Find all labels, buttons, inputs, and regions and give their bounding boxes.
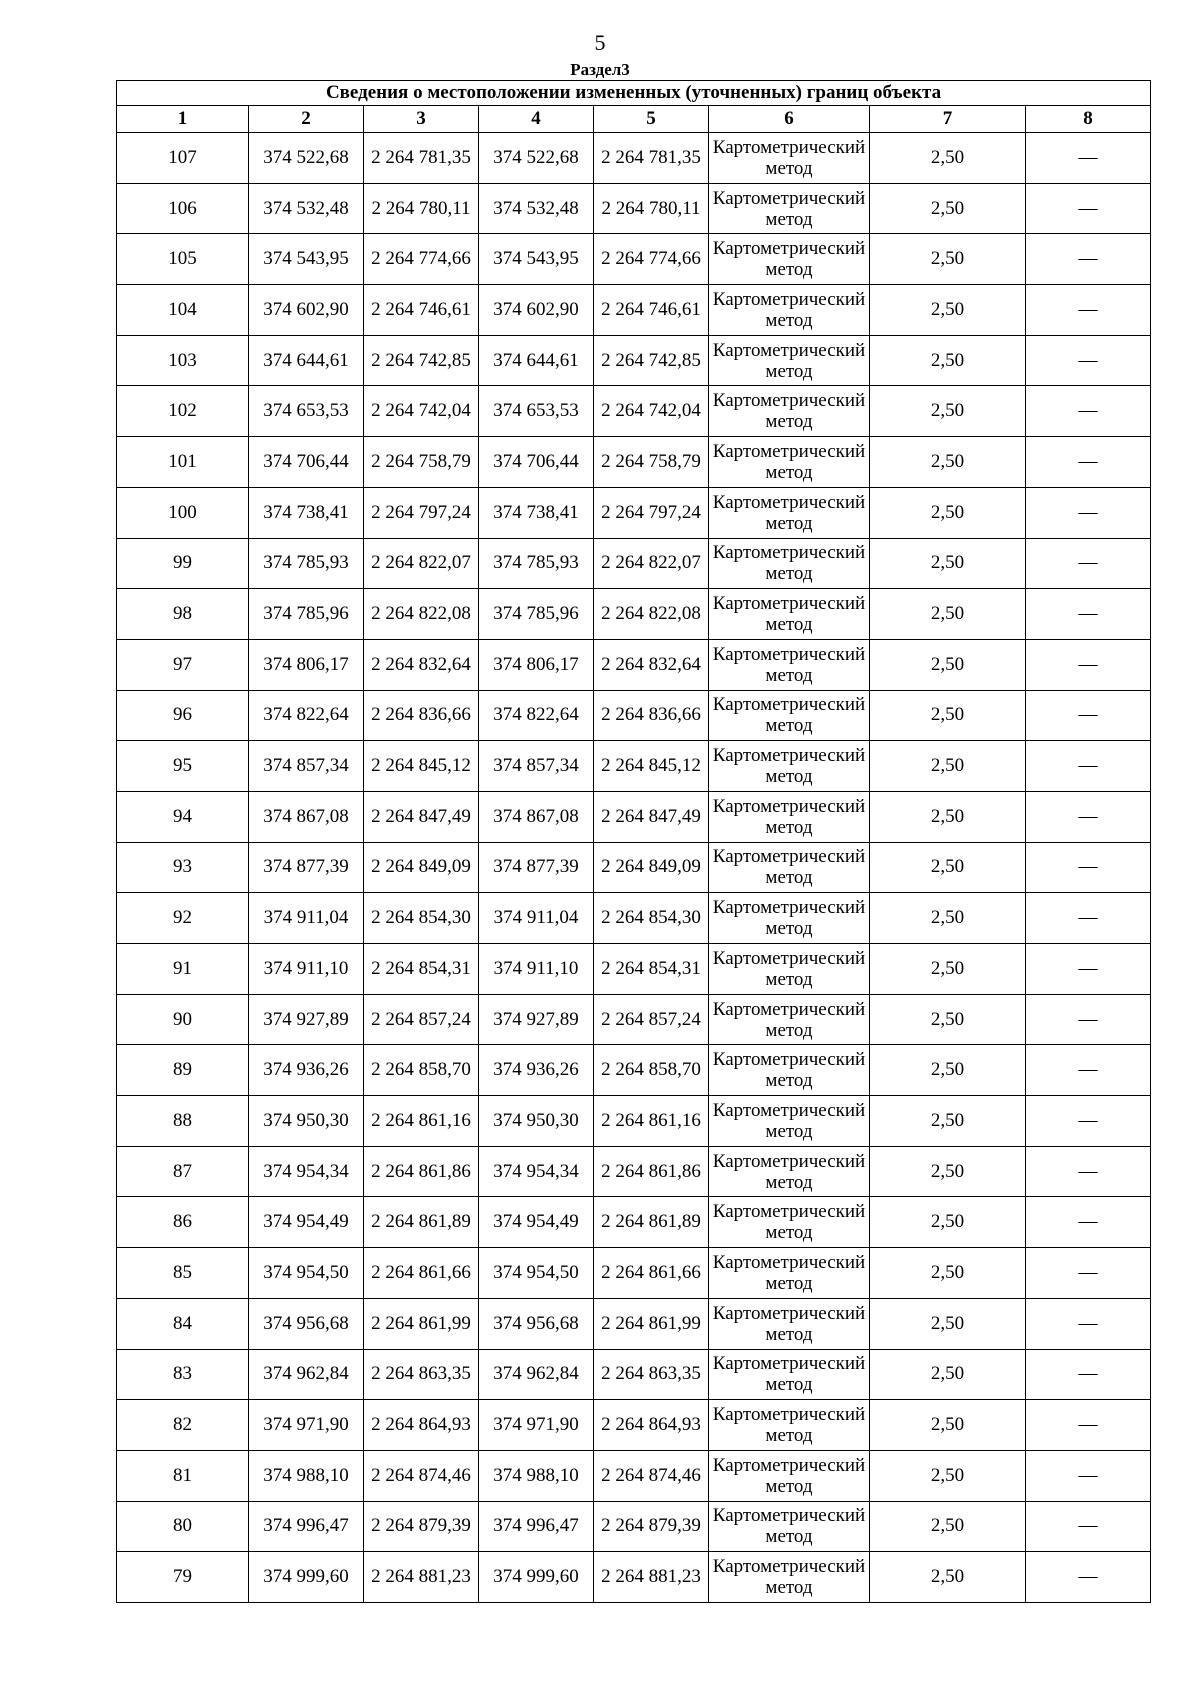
method-cell: Картометрический метод xyxy=(709,1045,870,1096)
accuracy-cell: 2,50 xyxy=(870,133,1026,184)
table-row xyxy=(117,1450,1151,1501)
method-cell: Картометрический метод xyxy=(709,487,870,538)
description-cell: — xyxy=(1026,741,1151,792)
table-row xyxy=(117,1349,1151,1400)
x-old-cell: 374 532,48 xyxy=(249,183,364,234)
table-row xyxy=(117,487,1151,538)
column-number: 2 xyxy=(249,106,364,133)
y-new-cell: 2 264 861,99 xyxy=(594,1298,709,1349)
x-old-cell: 374 911,10 xyxy=(249,944,364,995)
x-new-cell: 374 822,64 xyxy=(479,690,594,741)
y-old-cell: 2 264 822,08 xyxy=(364,589,479,640)
table-row xyxy=(117,1552,1151,1603)
point-number-cell: 105 xyxy=(117,234,249,285)
table-row xyxy=(117,437,1151,488)
description-cell: — xyxy=(1026,791,1151,842)
y-new-cell: 2 264 864,93 xyxy=(594,1400,709,1451)
page-number: 5 xyxy=(594,30,606,55)
method-cell: Картометрический метод xyxy=(709,1450,870,1501)
description-cell: — xyxy=(1026,639,1151,690)
column-number: 5 xyxy=(594,106,709,133)
y-new-cell: 2 264 758,79 xyxy=(594,437,709,488)
y-new-cell: 2 264 863,35 xyxy=(594,1349,709,1400)
y-new-cell: 2 264 822,08 xyxy=(594,589,709,640)
column-number: 8 xyxy=(1026,106,1151,133)
point-number-cell: 81 xyxy=(117,1450,249,1501)
x-old-cell: 374 936,26 xyxy=(249,1045,364,1096)
accuracy-cell: 2,50 xyxy=(870,1400,1026,1451)
x-old-cell: 374 522,68 xyxy=(249,133,364,184)
accuracy-cell: 2,50 xyxy=(870,1501,1026,1552)
point-number-cell: 93 xyxy=(117,842,249,893)
x-new-cell: 374 857,34 xyxy=(479,741,594,792)
y-old-cell: 2 264 861,16 xyxy=(364,1096,479,1147)
accuracy-cell: 2,50 xyxy=(870,386,1026,437)
method-cell: Картометрический метод xyxy=(709,791,870,842)
description-cell: — xyxy=(1026,183,1151,234)
accuracy-cell: 2,50 xyxy=(870,1552,1026,1603)
column-number-row xyxy=(117,106,1151,133)
x-new-cell: 374 996,47 xyxy=(479,1501,594,1552)
x-old-cell: 374 954,49 xyxy=(249,1197,364,1248)
x-old-cell: 374 785,96 xyxy=(249,589,364,640)
point-number-cell: 95 xyxy=(117,741,249,792)
point-number-cell: 85 xyxy=(117,1248,249,1299)
accuracy-cell: 2,50 xyxy=(870,944,1026,995)
accuracy-cell: 2,50 xyxy=(870,994,1026,1045)
accuracy-cell: 2,50 xyxy=(870,893,1026,944)
y-old-cell: 2 264 854,31 xyxy=(364,944,479,995)
method-cell: Картометрический метод xyxy=(709,335,870,386)
y-old-cell: 2 264 836,66 xyxy=(364,690,479,741)
y-old-cell: 2 264 864,93 xyxy=(364,1400,479,1451)
x-new-cell: 374 954,34 xyxy=(479,1146,594,1197)
x-old-cell: 374 927,89 xyxy=(249,994,364,1045)
point-number-cell: 102 xyxy=(117,386,249,437)
y-old-cell: 2 264 742,04 xyxy=(364,386,479,437)
point-number-cell: 83 xyxy=(117,1349,249,1400)
accuracy-cell: 2,50 xyxy=(870,1146,1026,1197)
table-row xyxy=(117,285,1151,336)
y-old-cell: 2 264 781,35 xyxy=(364,133,479,184)
x-old-cell: 374 706,44 xyxy=(249,437,364,488)
method-cell: Картометрический метод xyxy=(709,1096,870,1147)
table-row xyxy=(117,1146,1151,1197)
description-cell: — xyxy=(1026,1298,1151,1349)
y-old-cell: 2 264 863,35 xyxy=(364,1349,479,1400)
column-number: 4 xyxy=(479,106,594,133)
x-new-cell: 374 936,26 xyxy=(479,1045,594,1096)
accuracy-cell: 2,50 xyxy=(870,1248,1026,1299)
method-cell: Картометрический метод xyxy=(709,639,870,690)
x-new-cell: 374 971,90 xyxy=(479,1400,594,1451)
method-cell: Картометрический метод xyxy=(709,1501,870,1552)
accuracy-cell: 2,50 xyxy=(870,842,1026,893)
table-row xyxy=(117,1045,1151,1096)
method-cell: Картометрический метод xyxy=(709,234,870,285)
x-old-cell: 374 950,30 xyxy=(249,1096,364,1147)
point-number-cell: 79 xyxy=(117,1552,249,1603)
accuracy-cell: 2,50 xyxy=(870,234,1026,285)
description-cell: — xyxy=(1026,1197,1151,1248)
table-row xyxy=(117,183,1151,234)
x-old-cell: 374 806,17 xyxy=(249,639,364,690)
y-old-cell: 2 264 797,24 xyxy=(364,487,479,538)
y-new-cell: 2 264 774,66 xyxy=(594,234,709,285)
y-new-cell: 2 264 874,46 xyxy=(594,1450,709,1501)
x-old-cell: 374 738,41 xyxy=(249,487,364,538)
y-old-cell: 2 264 874,46 xyxy=(364,1450,479,1501)
y-new-cell: 2 264 746,61 xyxy=(594,285,709,336)
x-new-cell: 374 806,17 xyxy=(479,639,594,690)
x-new-cell: 374 602,90 xyxy=(479,285,594,336)
y-new-cell: 2 264 857,24 xyxy=(594,994,709,1045)
accuracy-cell: 2,50 xyxy=(870,1450,1026,1501)
accuracy-cell: 2,50 xyxy=(870,1349,1026,1400)
y-old-cell: 2 264 879,39 xyxy=(364,1501,479,1552)
y-old-cell: 2 264 861,89 xyxy=(364,1197,479,1248)
accuracy-cell: 2,50 xyxy=(870,1197,1026,1248)
method-cell: Картометрический метод xyxy=(709,690,870,741)
table-row xyxy=(117,690,1151,741)
point-number-cell: 86 xyxy=(117,1197,249,1248)
x-new-cell: 374 543,95 xyxy=(479,234,594,285)
x-new-cell: 374 999,60 xyxy=(479,1552,594,1603)
point-number-cell: 92 xyxy=(117,893,249,944)
accuracy-cell: 2,50 xyxy=(870,791,1026,842)
point-number-cell: 96 xyxy=(117,690,249,741)
y-old-cell: 2 264 774,66 xyxy=(364,234,479,285)
description-cell: — xyxy=(1026,285,1151,336)
description-cell: — xyxy=(1026,1045,1151,1096)
x-new-cell: 374 927,89 xyxy=(479,994,594,1045)
description-cell: — xyxy=(1026,437,1151,488)
section-title: Раздел3 xyxy=(570,60,630,79)
accuracy-cell: 2,50 xyxy=(870,639,1026,690)
x-new-cell: 374 954,49 xyxy=(479,1197,594,1248)
method-cell: Картометрический метод xyxy=(709,1197,870,1248)
x-new-cell: 374 911,10 xyxy=(479,944,594,995)
x-old-cell: 374 996,47 xyxy=(249,1501,364,1552)
description-cell: — xyxy=(1026,842,1151,893)
y-old-cell: 2 264 849,09 xyxy=(364,842,479,893)
point-number-cell: 98 xyxy=(117,589,249,640)
point-number-cell: 88 xyxy=(117,1096,249,1147)
x-old-cell: 374 644,61 xyxy=(249,335,364,386)
table-row xyxy=(117,842,1151,893)
y-old-cell: 2 264 857,24 xyxy=(364,994,479,1045)
x-old-cell: 374 653,53 xyxy=(249,386,364,437)
method-cell: Картометрический метод xyxy=(709,1146,870,1197)
table-row xyxy=(117,1501,1151,1552)
accuracy-cell: 2,50 xyxy=(870,1045,1026,1096)
x-new-cell: 374 962,84 xyxy=(479,1349,594,1400)
x-old-cell: 374 911,04 xyxy=(249,893,364,944)
point-number-cell: 104 xyxy=(117,285,249,336)
method-cell: Картометрический метод xyxy=(709,842,870,893)
table-row xyxy=(117,944,1151,995)
y-old-cell: 2 264 861,86 xyxy=(364,1146,479,1197)
y-old-cell: 2 264 854,30 xyxy=(364,893,479,944)
y-new-cell: 2 264 879,39 xyxy=(594,1501,709,1552)
column-number: 6 xyxy=(709,106,870,133)
boundary-coordinates-table xyxy=(116,80,1151,1603)
table-row xyxy=(117,893,1151,944)
accuracy-cell: 2,50 xyxy=(870,538,1026,589)
description-cell: — xyxy=(1026,1501,1151,1552)
y-new-cell: 2 264 881,23 xyxy=(594,1552,709,1603)
accuracy-cell: 2,50 xyxy=(870,589,1026,640)
method-cell: Картометрический метод xyxy=(709,1349,870,1400)
y-old-cell: 2 264 758,79 xyxy=(364,437,479,488)
x-new-cell: 374 785,96 xyxy=(479,589,594,640)
x-new-cell: 374 522,68 xyxy=(479,133,594,184)
y-old-cell: 2 264 858,70 xyxy=(364,1045,479,1096)
column-number: 1 xyxy=(117,106,249,133)
method-cell: Картометрический метод xyxy=(709,1552,870,1603)
method-cell: Картометрический метод xyxy=(709,183,870,234)
x-old-cell: 374 954,34 xyxy=(249,1146,364,1197)
y-new-cell: 2 264 847,49 xyxy=(594,791,709,842)
method-cell: Картометрический метод xyxy=(709,133,870,184)
x-old-cell: 374 602,90 xyxy=(249,285,364,336)
y-new-cell: 2 264 742,85 xyxy=(594,335,709,386)
x-old-cell: 374 877,39 xyxy=(249,842,364,893)
description-cell: — xyxy=(1026,690,1151,741)
method-cell: Картометрический метод xyxy=(709,285,870,336)
point-number-cell: 82 xyxy=(117,1400,249,1451)
accuracy-cell: 2,50 xyxy=(870,285,1026,336)
method-cell: Картометрический метод xyxy=(709,1298,870,1349)
description-cell: — xyxy=(1026,133,1151,184)
y-new-cell: 2 264 861,66 xyxy=(594,1248,709,1299)
description-cell: — xyxy=(1026,335,1151,386)
y-new-cell: 2 264 861,16 xyxy=(594,1096,709,1147)
description-cell: — xyxy=(1026,1400,1151,1451)
description-cell: — xyxy=(1026,994,1151,1045)
description-cell: — xyxy=(1026,487,1151,538)
x-new-cell: 374 867,08 xyxy=(479,791,594,842)
y-new-cell: 2 264 780,11 xyxy=(594,183,709,234)
x-new-cell: 374 911,04 xyxy=(479,893,594,944)
point-number-cell: 90 xyxy=(117,994,249,1045)
table-caption: Сведения о местоположении измененных (уточненных) границ объекта xyxy=(117,81,1151,106)
description-cell: — xyxy=(1026,589,1151,640)
table-row xyxy=(117,386,1151,437)
table-row xyxy=(117,1298,1151,1349)
accuracy-cell: 2,50 xyxy=(870,437,1026,488)
method-cell: Картометрический метод xyxy=(709,893,870,944)
table-row xyxy=(117,234,1151,285)
y-old-cell: 2 264 861,66 xyxy=(364,1248,479,1299)
table-row xyxy=(117,589,1151,640)
description-cell: — xyxy=(1026,234,1151,285)
x-old-cell: 374 999,60 xyxy=(249,1552,364,1603)
point-number-cell: 99 xyxy=(117,538,249,589)
y-new-cell: 2 264 854,30 xyxy=(594,893,709,944)
x-new-cell: 374 950,30 xyxy=(479,1096,594,1147)
accuracy-cell: 2,50 xyxy=(870,487,1026,538)
description-cell: — xyxy=(1026,1146,1151,1197)
x-old-cell: 374 867,08 xyxy=(249,791,364,842)
x-old-cell: 374 954,50 xyxy=(249,1248,364,1299)
method-cell: Картометрический метод xyxy=(709,944,870,995)
y-new-cell: 2 264 797,24 xyxy=(594,487,709,538)
accuracy-cell: 2,50 xyxy=(870,690,1026,741)
table-row xyxy=(117,133,1151,184)
x-old-cell: 374 962,84 xyxy=(249,1349,364,1400)
point-number-cell: 80 xyxy=(117,1501,249,1552)
y-new-cell: 2 264 742,04 xyxy=(594,386,709,437)
y-new-cell: 2 264 854,31 xyxy=(594,944,709,995)
description-cell: — xyxy=(1026,538,1151,589)
method-cell: Картометрический метод xyxy=(709,538,870,589)
point-number-cell: 103 xyxy=(117,335,249,386)
y-old-cell: 2 264 746,61 xyxy=(364,285,479,336)
point-number-cell: 91 xyxy=(117,944,249,995)
table-row xyxy=(117,791,1151,842)
y-old-cell: 2 264 861,99 xyxy=(364,1298,479,1349)
point-number-cell: 89 xyxy=(117,1045,249,1096)
y-old-cell: 2 264 822,07 xyxy=(364,538,479,589)
x-new-cell: 374 532,48 xyxy=(479,183,594,234)
y-new-cell: 2 264 861,89 xyxy=(594,1197,709,1248)
y-old-cell: 2 264 881,23 xyxy=(364,1552,479,1603)
table-row xyxy=(117,741,1151,792)
column-number: 7 xyxy=(870,106,1026,133)
y-new-cell: 2 264 832,64 xyxy=(594,639,709,690)
y-new-cell: 2 264 845,12 xyxy=(594,741,709,792)
y-old-cell: 2 264 780,11 xyxy=(364,183,479,234)
y-old-cell: 2 264 845,12 xyxy=(364,741,479,792)
accuracy-cell: 2,50 xyxy=(870,335,1026,386)
description-cell: — xyxy=(1026,1248,1151,1299)
table-row xyxy=(117,994,1151,1045)
method-cell: Картометрический метод xyxy=(709,386,870,437)
accuracy-cell: 2,50 xyxy=(870,741,1026,792)
y-new-cell: 2 264 822,07 xyxy=(594,538,709,589)
method-cell: Картометрический метод xyxy=(709,994,870,1045)
point-number-cell: 87 xyxy=(117,1146,249,1197)
x-new-cell: 374 653,53 xyxy=(479,386,594,437)
point-number-cell: 97 xyxy=(117,639,249,690)
x-new-cell: 374 644,61 xyxy=(479,335,594,386)
x-old-cell: 374 857,34 xyxy=(249,741,364,792)
table-row xyxy=(117,335,1151,386)
y-new-cell: 2 264 858,70 xyxy=(594,1045,709,1096)
point-number-cell: 84 xyxy=(117,1298,249,1349)
description-cell: — xyxy=(1026,1450,1151,1501)
point-number-cell: 107 xyxy=(117,133,249,184)
table-row xyxy=(117,1096,1151,1147)
point-number-cell: 100 xyxy=(117,487,249,538)
x-new-cell: 374 877,39 xyxy=(479,842,594,893)
point-number-cell: 94 xyxy=(117,791,249,842)
y-new-cell: 2 264 836,66 xyxy=(594,690,709,741)
description-cell: — xyxy=(1026,1096,1151,1147)
y-old-cell: 2 264 742,85 xyxy=(364,335,479,386)
y-old-cell: 2 264 847,49 xyxy=(364,791,479,842)
y-new-cell: 2 264 849,09 xyxy=(594,842,709,893)
y-old-cell: 2 264 832,64 xyxy=(364,639,479,690)
table-row xyxy=(117,1197,1151,1248)
method-cell: Картометрический метод xyxy=(709,1400,870,1451)
x-new-cell: 374 785,93 xyxy=(479,538,594,589)
x-old-cell: 374 956,68 xyxy=(249,1298,364,1349)
x-new-cell: 374 956,68 xyxy=(479,1298,594,1349)
x-old-cell: 374 822,64 xyxy=(249,690,364,741)
method-cell: Картометрический метод xyxy=(709,437,870,488)
method-cell: Картометрический метод xyxy=(709,741,870,792)
description-cell: — xyxy=(1026,893,1151,944)
description-cell: — xyxy=(1026,1552,1151,1603)
x-old-cell: 374 543,95 xyxy=(249,234,364,285)
x-new-cell: 374 706,44 xyxy=(479,437,594,488)
x-new-cell: 374 954,50 xyxy=(479,1248,594,1299)
description-cell: — xyxy=(1026,386,1151,437)
table-row xyxy=(117,639,1151,690)
table-row xyxy=(117,1248,1151,1299)
accuracy-cell: 2,50 xyxy=(870,1298,1026,1349)
point-number-cell: 101 xyxy=(117,437,249,488)
accuracy-cell: 2,50 xyxy=(870,1096,1026,1147)
method-cell: Картометрический метод xyxy=(709,589,870,640)
x-old-cell: 374 785,93 xyxy=(249,538,364,589)
x-new-cell: 374 988,10 xyxy=(479,1450,594,1501)
x-old-cell: 374 988,10 xyxy=(249,1450,364,1501)
x-new-cell: 374 738,41 xyxy=(479,487,594,538)
method-cell: Картометрический метод xyxy=(709,1248,870,1299)
column-number: 3 xyxy=(364,106,479,133)
y-new-cell: 2 264 781,35 xyxy=(594,133,709,184)
point-number-cell: 106 xyxy=(117,183,249,234)
y-new-cell: 2 264 861,86 xyxy=(594,1146,709,1197)
description-cell: — xyxy=(1026,944,1151,995)
description-cell: — xyxy=(1026,1349,1151,1400)
x-old-cell: 374 971,90 xyxy=(249,1400,364,1451)
table-row xyxy=(117,1400,1151,1451)
table-body xyxy=(117,133,1151,1603)
accuracy-cell: 2,50 xyxy=(870,183,1026,234)
table-row xyxy=(117,538,1151,589)
